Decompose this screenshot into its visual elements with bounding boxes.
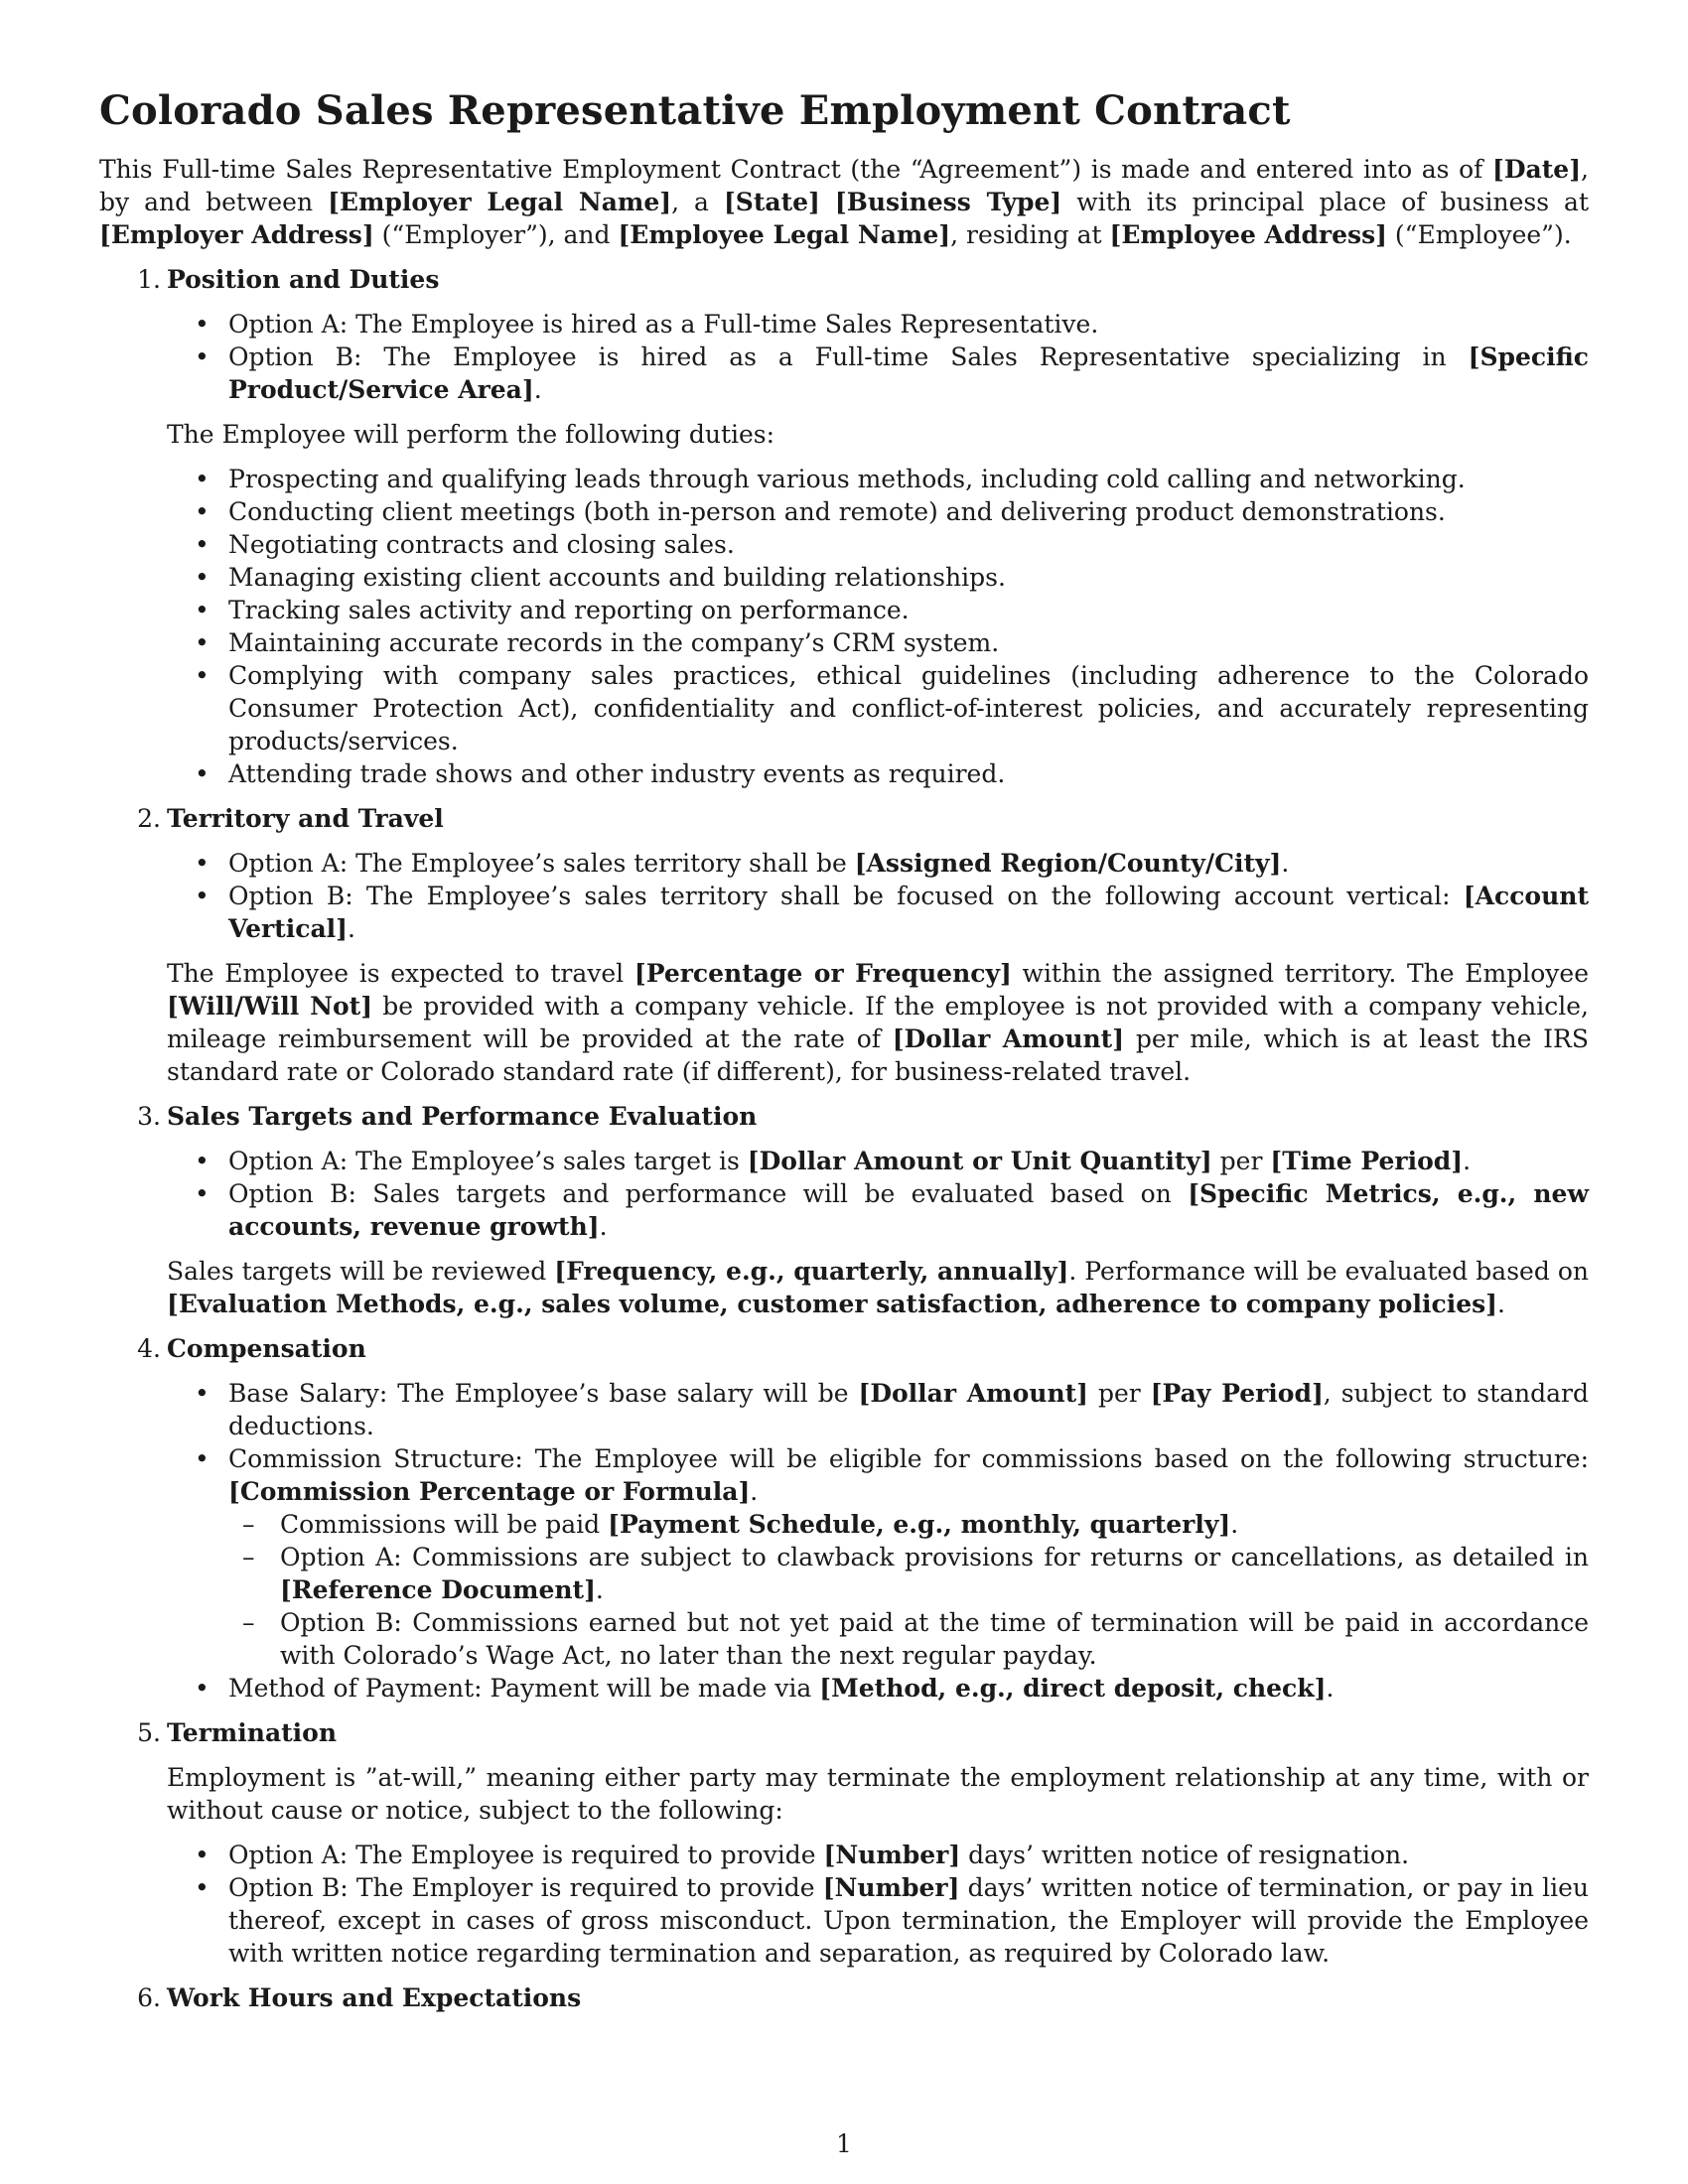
- duties-list: [167, 463, 1589, 790]
- duty-item: • Tracking sales activity and reporting on performance.: [167, 594, 1589, 626]
- intro-text: , by and between: [99, 155, 1589, 216]
- duties-intro: The Employee will perform the following duties:: [167, 420, 775, 449]
- placeholder-field: [Frequency, e.g., quarterly, annually]: [554, 1257, 1069, 1286]
- intro-text: , residing at: [950, 220, 1110, 249]
- travel-paragraph: [167, 957, 1589, 1088]
- section-number: 2.: [137, 804, 161, 833]
- paragraph-text: be provided with a company vehicle. If the employee is not provided with a company vehicle, mileage reimbursement will be provided at the rate of: [167, 992, 1590, 1053]
- state-field: [State]: [723, 188, 820, 216]
- business-type-field: [Business Type]: [834, 188, 1062, 216]
- duty-item: • Managing existing client accounts and building relationships.: [167, 561, 1589, 594]
- option-text: .: [533, 375, 542, 404]
- paragraph-text: per mile, which is at least the IRS standard rate or Colorado standard rate (if different), for business-related travel.: [167, 1024, 1589, 1086]
- document-title: Colorado Sales Representative Employment Contract: [99, 87, 1291, 134]
- placeholder-field: [Account Vertical]: [228, 882, 1589, 943]
- option-text: days’ written notice of termination, or pay in lieu thereof, except in cases of gross misconduct. Upon termination, the Employer will provide the Employee with written notice regarding termination and separation, as required by Colorado law.: [228, 1873, 1589, 1968]
- option-list: [167, 1145, 1589, 1243]
- placeholder-field: [Time Period]: [1270, 1147, 1464, 1175]
- page-number: 1: [836, 2129, 852, 2158]
- section-compensation: [99, 1332, 1589, 1705]
- section-number: 3.: [137, 1102, 161, 1131]
- section-number: 5.: [137, 1718, 161, 1747]
- option-text: Option A: The Employee’s sales territory shall be: [228, 849, 855, 878]
- section-number: 4.: [137, 1334, 161, 1363]
- placeholder-field: [Pay Period]: [1150, 1379, 1324, 1408]
- item-text: Method of Payment: Payment will be made via: [228, 1674, 820, 1703]
- section-title: Position and Duties: [167, 265, 440, 294]
- option-text: .: [347, 914, 355, 943]
- option-list: [167, 1839, 1589, 1970]
- placeholder-field: [Specific Metrics, e.g., new accounts, revenue growth]: [228, 1179, 1589, 1241]
- section-title: Sales Targets and Performance Evaluation: [167, 1102, 758, 1131]
- option-text: Option B: The Employee’s sales territory shall be focused on the following account vertical:: [228, 882, 1464, 910]
- intro-text: This Full-time Sales Representative Employment Contract (the “Agreement”) is made and entered into as of: [99, 155, 1493, 184]
- placeholder-field: [Reference Document]: [280, 1575, 596, 1604]
- base-salary-item: [167, 1377, 1589, 1442]
- item-text: Option A: Commissions are subject to clawback provisions for returns or cancellations, as detailed in: [280, 1543, 1589, 1571]
- option-a-item: [228, 1541, 1589, 1606]
- intro-text: with its principal place of business at: [1061, 188, 1589, 216]
- option-b-item: [167, 1177, 1589, 1243]
- placeholder-field: [Payment Schedule, e.g., monthly, quarterly]: [608, 1510, 1231, 1539]
- paragraph-text: Sales targets will be reviewed: [167, 1257, 555, 1286]
- item-text: .: [750, 1477, 759, 1506]
- commission-schedule-item: [228, 1508, 1589, 1541]
- employee-address-field: [Employee Address]: [1109, 220, 1387, 249]
- paragraph-text: The Employee is expected to travel: [167, 959, 634, 988]
- option-text: days’ written notice of resignation.: [960, 1841, 1410, 1869]
- payment-method-item: [167, 1672, 1589, 1705]
- option-text: Option A: The Employee is required to provide: [228, 1841, 824, 1869]
- item-text: .: [1326, 1674, 1335, 1703]
- option-a-item: [167, 1145, 1589, 1177]
- intro-text: , a: [671, 188, 724, 216]
- item-text: , subject to standard deductions.: [228, 1379, 1589, 1440]
- section-title: Territory and Travel: [167, 804, 444, 833]
- duty-item: • Conducting client meetings (both in-person and remote) and delivering product demonstrations.: [167, 495, 1589, 528]
- placeholder-field: [Percentage or Frequency]: [633, 959, 1012, 988]
- placeholder-field: [Dollar Amount]: [892, 1024, 1125, 1053]
- option-text: Option A: The Employee’s sales target is: [228, 1147, 748, 1175]
- contract-sections: [99, 263, 1589, 2014]
- intro-text: (“Employee”).: [1386, 220, 1572, 249]
- option-list: [167, 847, 1589, 945]
- placeholder-field: [Commission Percentage or Formula]: [228, 1477, 751, 1506]
- option-a-item: [167, 847, 1589, 880]
- section-work-hours: [99, 1981, 1589, 2014]
- option-text: Option B: The Employer is required to provide: [228, 1873, 823, 1902]
- intro-text: [820, 188, 835, 216]
- item-text: Commission Structure: The Employee will be eligible for commissions based on the following structure:: [228, 1444, 1589, 1473]
- item-text: per: [1088, 1379, 1151, 1408]
- placeholder-field: [Dollar Amount or Unit Quantity]: [747, 1147, 1212, 1175]
- commission-structure-item: [167, 1442, 1589, 1672]
- option-text: Option B: The Employee is hired as a Full-time Sales Representative specializing in: [228, 342, 1469, 371]
- intro-text: (“Employer”), and: [373, 220, 619, 249]
- placeholder-field: [Number]: [823, 1841, 961, 1869]
- duty-item: • Prospecting and qualifying leads through various methods, including cold calling and networking.: [167, 463, 1589, 495]
- paragraph-text: within the assigned territory. The Employee: [1011, 959, 1589, 988]
- date-field: [Date]: [1492, 155, 1582, 184]
- option-text: .: [599, 1212, 608, 1241]
- placeholder-field: [Method, e.g., direct deposit, check]: [819, 1674, 1327, 1703]
- section-title: Compensation: [167, 1334, 366, 1363]
- section-title: Termination: [167, 1718, 338, 1747]
- option-b-item: – Option B: Commissions earned but not yet paid at the time of termination will be paid in accordance with Colorado’s Wage Act, no later than the next regular payday.: [228, 1606, 1589, 1672]
- item-text: .: [595, 1575, 604, 1604]
- section-termination: [99, 1716, 1589, 1970]
- intro-paragraph: [99, 153, 1589, 251]
- at-will-paragraph: Employment is ”at-will,” meaning either party may terminate the employment relationship at any time, with or without cause or notice, subject to the following:: [167, 1763, 1589, 1825]
- placeholder-field: [Dollar Amount]: [858, 1379, 1089, 1408]
- commission-sublist: [228, 1508, 1589, 1672]
- document-page: [99, 87, 1589, 2026]
- duty-item: • Maintaining accurate records in the company’s CRM system.: [167, 626, 1589, 659]
- option-b-item: [167, 1871, 1589, 1970]
- placeholder-field: [Evaluation Methods, e.g., sales volume, customer satisfaction, adherence to company policies]: [167, 1290, 1498, 1318]
- section-sales-targets: [99, 1100, 1589, 1320]
- duty-item: • Negotiating contracts and closing sales.: [167, 528, 1589, 561]
- section-number: 6.: [137, 1983, 161, 2012]
- option-a-item: [167, 308, 1589, 341]
- option-b-item: [167, 341, 1589, 406]
- section-title: Work Hours and Expectations: [167, 1983, 582, 2012]
- item-text: Commissions will be paid: [280, 1510, 609, 1539]
- placeholder-field: [Will/Will Not]: [167, 992, 373, 1021]
- option-b-item: [167, 880, 1589, 945]
- placeholder-field: [Number]: [822, 1873, 960, 1902]
- option-text: per: [1211, 1147, 1271, 1175]
- option-list: [167, 308, 1589, 406]
- placeholder-field: [Assigned Region/County/City]: [854, 849, 1282, 878]
- option-text: .: [1463, 1147, 1472, 1175]
- duty-item: • Complying with company sales practices, ethical guidelines (including adherence to the Colorado Consumer Protection Act), confidentiality and conflict-of-interest policies, and accurately representing products/services.: [167, 659, 1589, 757]
- employer-address-field: [Employer Address]: [99, 220, 374, 249]
- item-text: .: [1230, 1510, 1239, 1539]
- placeholder-field: [Specific Product/Service Area]: [228, 342, 1589, 404]
- section-number: 1.: [137, 265, 161, 294]
- evaluation-paragraph: [167, 1255, 1589, 1320]
- duty-item: • Attending trade shows and other industry events as required.: [167, 757, 1589, 790]
- employer-name-field: [Employer Legal Name]: [328, 188, 672, 216]
- option-text: .: [1281, 849, 1290, 878]
- employee-name-field: [Employee Legal Name]: [618, 220, 951, 249]
- option-a-item: [167, 1839, 1589, 1871]
- compensation-list: [167, 1377, 1589, 1705]
- item-text: Base Salary: The Employee’s base salary will be: [228, 1379, 859, 1408]
- option-text: Option A: The Employee is hired as a Full-time Sales Representative.: [228, 310, 1099, 339]
- section-territory-and-travel: [99, 802, 1589, 1088]
- paragraph-text: . Performance will be evaluated based on: [1068, 1257, 1589, 1286]
- section-position-and-duties: [99, 263, 1589, 790]
- paragraph-text: .: [1497, 1290, 1505, 1318]
- option-text: Option B: Sales targets and performance will be evaluated based on: [228, 1179, 1189, 1208]
